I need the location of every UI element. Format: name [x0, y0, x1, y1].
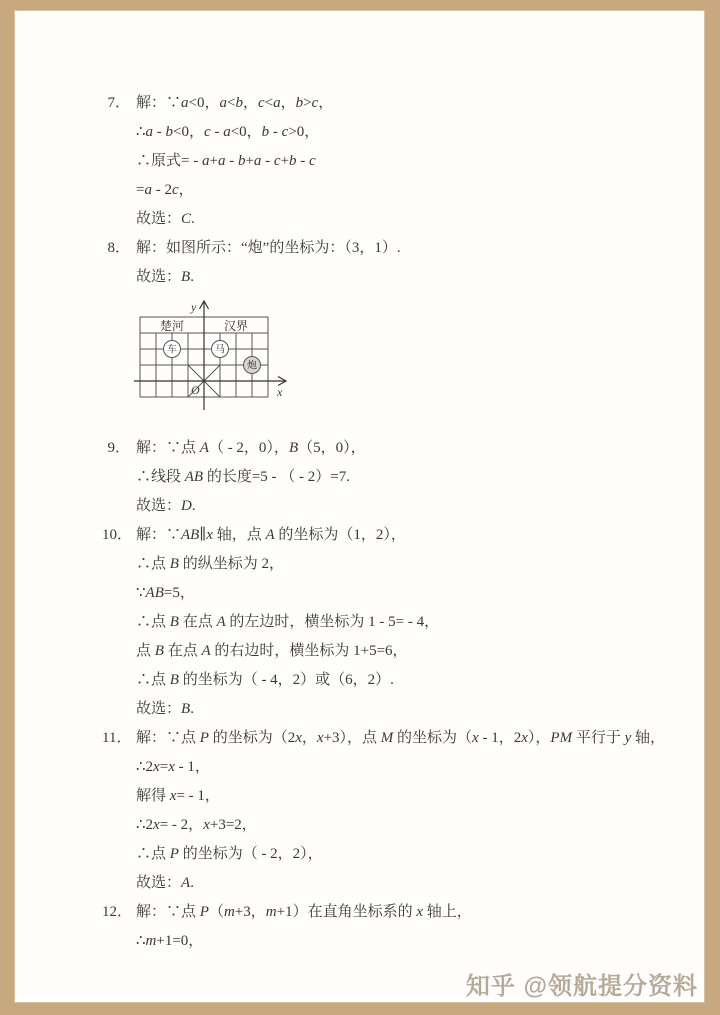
solution-line: ∴线段 AB 的长度=5 - （ - 2）=7.: [136, 469, 351, 485]
solution-line: =a - 2c，: [136, 182, 194, 198]
question-number: 11．: [102, 730, 132, 746]
solution-line: ∴点 B 的坐标为（ - 4，2）或（6，2）.: [136, 672, 394, 688]
solution-line: 12． 解：∵点 P（m+3，m+1）在直角坐标系的 x 轴上，: [136, 898, 676, 927]
watermark: 知乎 @领航提分资料: [465, 973, 698, 1000]
solution-block: [15, 89, 704, 234]
solution-line: 7． 解：∵a<0，a<b，c<a，b>c，: [136, 89, 676, 118]
solution-line: ∴m+1=0，: [136, 933, 204, 949]
document-card: [14, 10, 705, 1003]
solution-block: [15, 898, 704, 956]
chessboard-figure: [134, 298, 676, 427]
solution-line: ∴a - b<0，c - a<0，b - c>0，: [136, 124, 320, 140]
solution-line: 故选：C.: [136, 211, 195, 227]
solution-block: [15, 521, 704, 724]
solution-line: ∴2x=x - 1，: [136, 759, 210, 775]
question-number: 7．: [107, 95, 130, 111]
river-label-left: 楚河: [159, 319, 185, 333]
solution-block: [15, 724, 704, 898]
solution-line: ∴点 B 的纵坐标为 2，: [136, 556, 284, 572]
solution-line: 故选：B.: [136, 269, 194, 285]
question-number: 8．: [107, 240, 130, 256]
solutions-list: [15, 89, 704, 956]
solution-block: [15, 234, 704, 427]
piece-cannon: [244, 357, 261, 374]
solution-line: 9． 解：∵点 A（ - 2，0），B（5，0），: [136, 434, 676, 463]
question-number: 12．: [102, 904, 133, 920]
origin-label: O: [191, 383, 200, 397]
solution-line: 点 B 在点 A 的右边时，横坐标为 1+5=6，: [136, 643, 408, 659]
question-number: 9．: [107, 440, 130, 456]
coordinate-figure: [134, 298, 294, 416]
solution-line: 故选：B.: [136, 701, 194, 717]
solution-line: ∴2x= - 2，x+3=2，: [136, 817, 257, 833]
piece-horse: [212, 341, 229, 358]
solution-line: ∴点 P 的坐标为（ - 2，2），: [136, 846, 323, 862]
solution-line: 故选：A.: [136, 875, 194, 891]
y-axis-label: y: [191, 300, 197, 314]
solution-line: ∴点 B 在点 A 的左边时，横坐标为 1 - 5= - 4，: [136, 614, 440, 630]
river-label-right: 汉界: [223, 319, 249, 333]
solution-line: 10． 解：∵AB∥x 轴，点 A 的坐标为（1，2），: [136, 521, 676, 550]
solution-line: 解得 x= - 1，: [136, 788, 220, 804]
solution-block: [15, 434, 704, 521]
solution-line: ∴原式= - a+a - b+a - c+b - c: [136, 153, 316, 169]
x-axis-label: x: [277, 385, 283, 399]
svg-text:炮: 炮: [247, 360, 257, 372]
solution-line: 故选：D.: [136, 498, 196, 514]
svg-text:车: 车: [167, 344, 177, 356]
piece-chariot: [164, 341, 181, 358]
solution-line: 11． 解：∵点 P 的坐标为（2x，x+3），点 M 的坐标为（x - 1，2x），PM 平行于 y 轴，: [136, 724, 676, 753]
question-number: 10．: [102, 527, 133, 543]
solution-line: 8． 解：如图所示：“炮”的坐标为：（3，1）.: [136, 234, 676, 263]
solution-line: ∵AB=5，: [136, 585, 195, 601]
svg-text:马: 马: [215, 344, 225, 356]
